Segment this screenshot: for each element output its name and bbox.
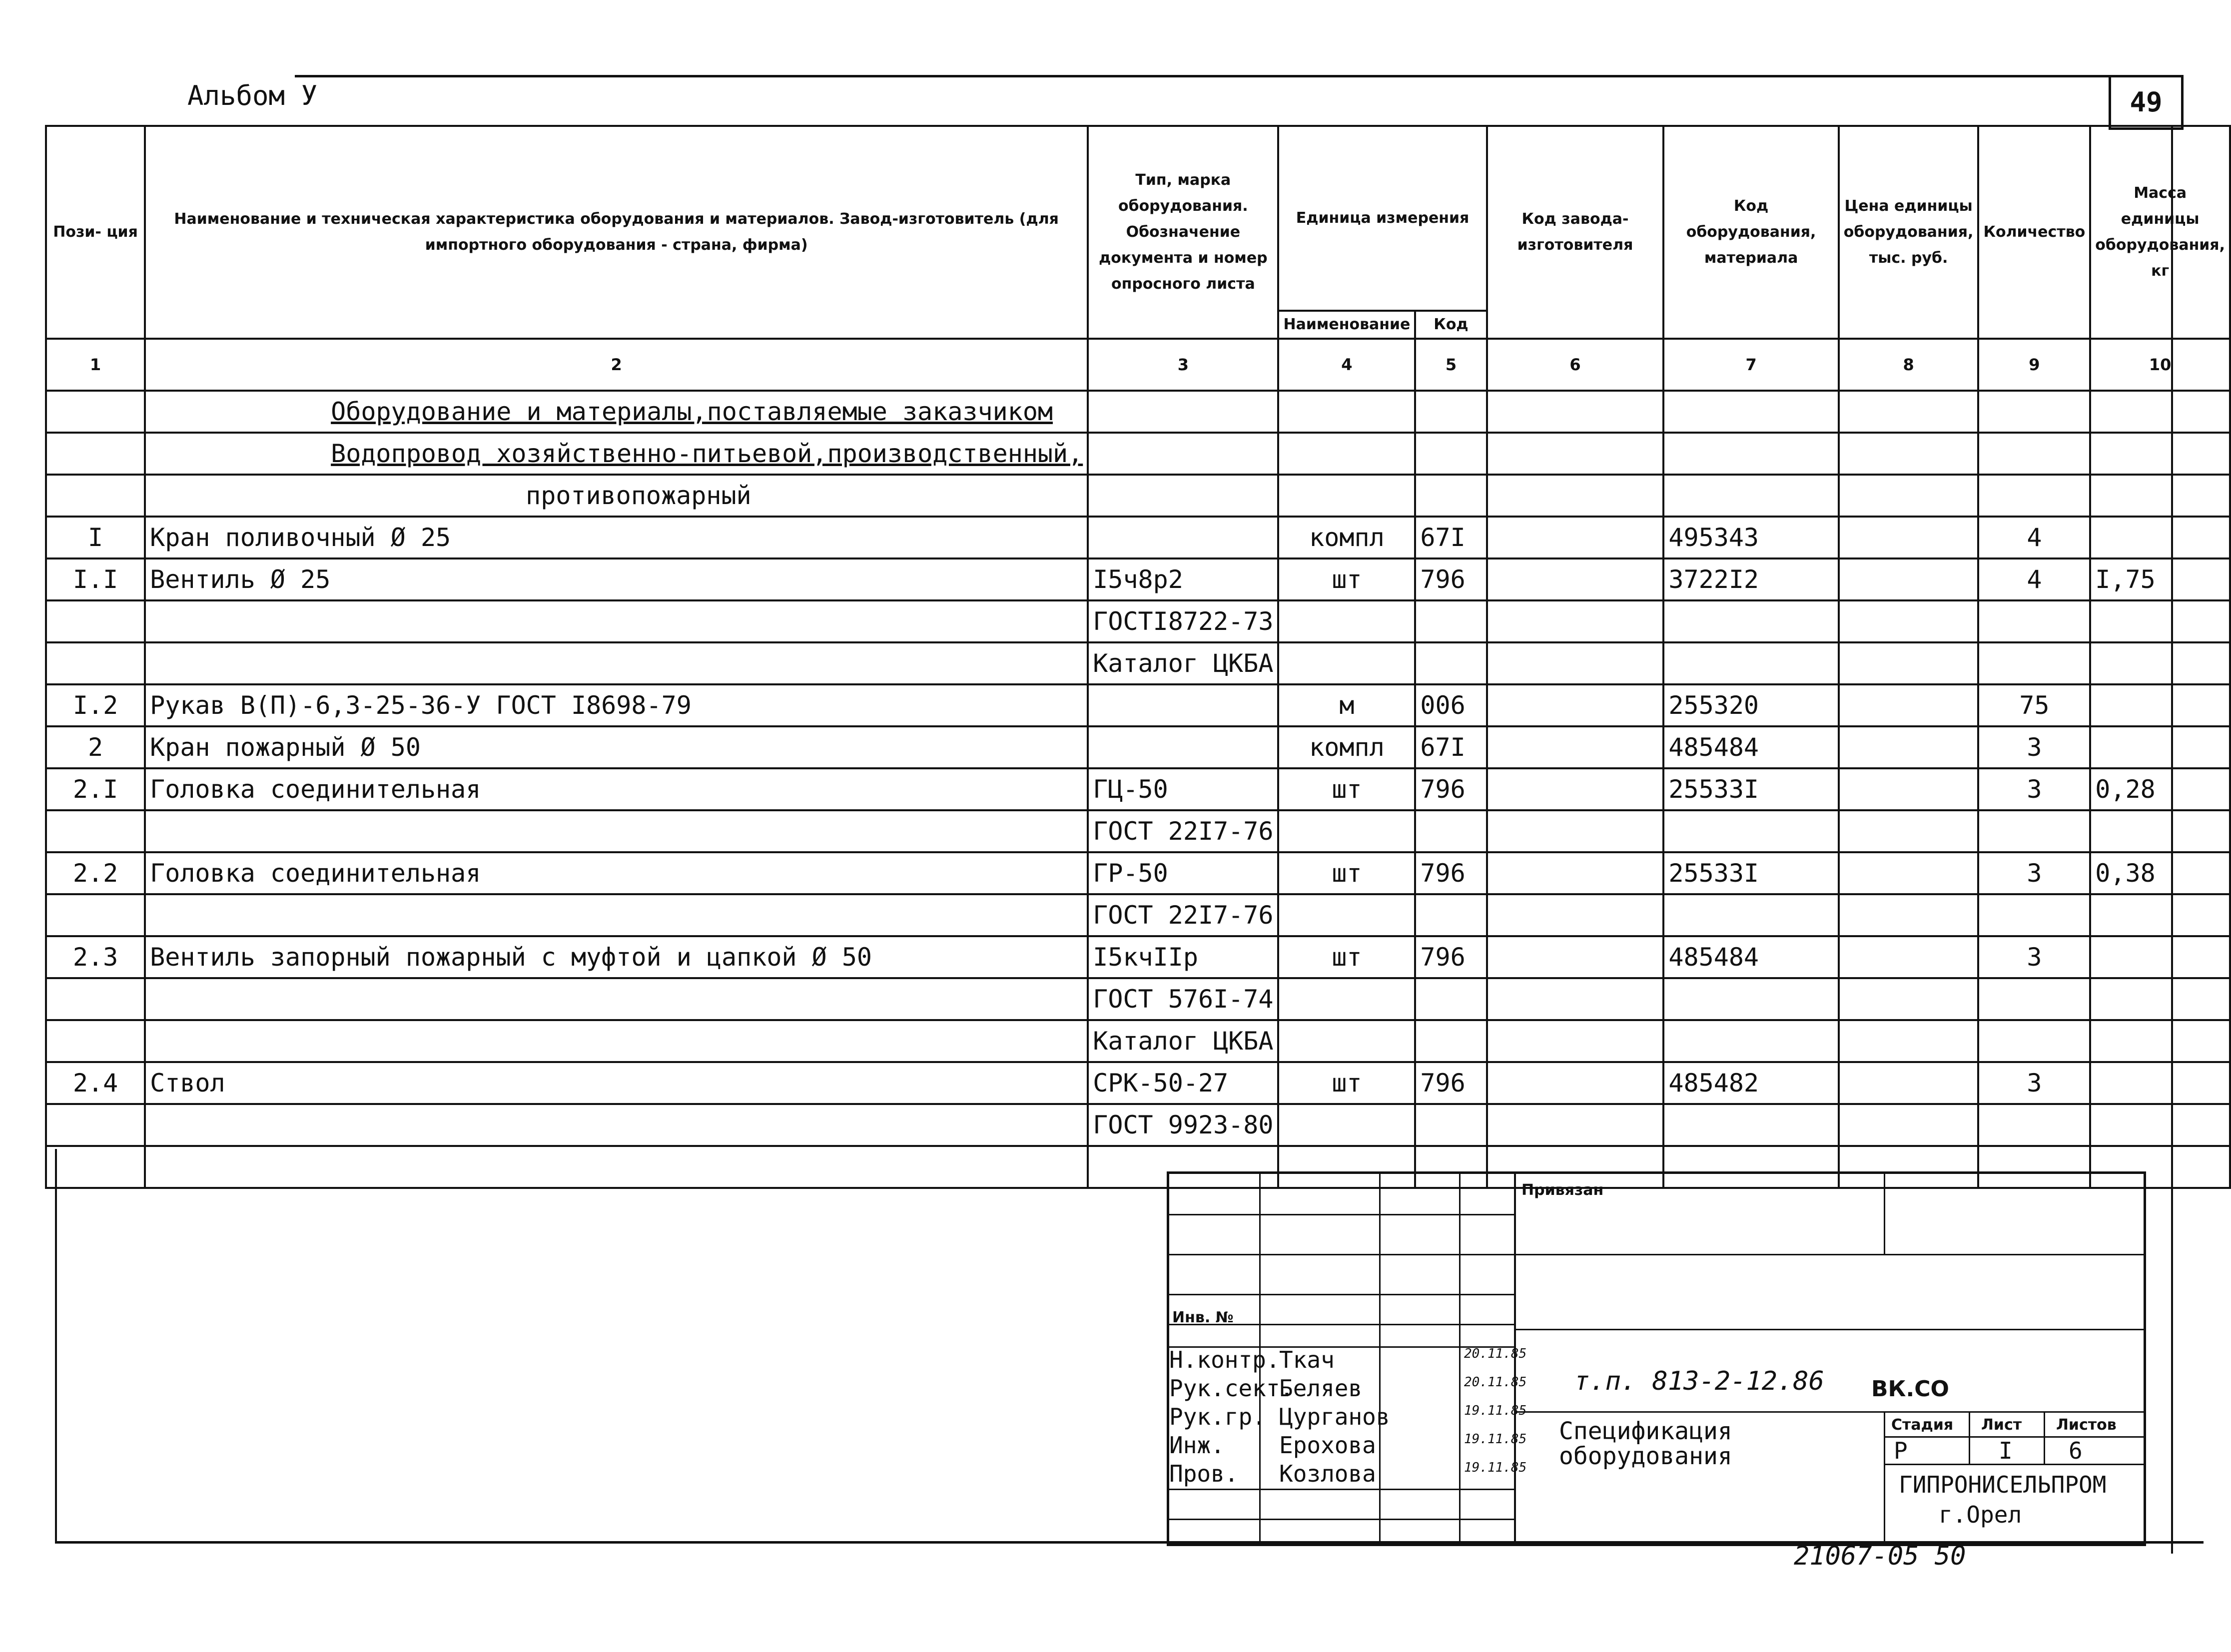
row-quantity: 4 [1978, 517, 2090, 558]
signature-date: 19.11.85 [1464, 1460, 1527, 1475]
column-number: 1 [46, 339, 145, 391]
row-type [1088, 726, 1278, 768]
row-factory [1487, 1062, 1664, 1104]
row-position: I [46, 517, 145, 558]
row-name [145, 642, 1088, 684]
row-type: I5ч8р2 [1088, 558, 1278, 600]
row-position [46, 1020, 145, 1062]
table-row [46, 1020, 2230, 1062]
row-unit: шт [1278, 936, 1415, 978]
row-unit [1278, 810, 1415, 852]
table-row [46, 1062, 2230, 1104]
row-quantity: 3 [1978, 768, 2090, 810]
doc-number: т.п. 813-2-12.86 [1574, 1366, 1824, 1396]
row-position [46, 810, 145, 852]
row-factory [1487, 517, 1664, 558]
row-quantity [1978, 642, 2090, 684]
row-position: 2.I [46, 768, 145, 810]
row-quantity [1978, 810, 2090, 852]
row-unit-code: 796 [1415, 1062, 1487, 1104]
row-name [145, 810, 1088, 852]
row-name: Вентиль Ø 25 [145, 558, 1088, 600]
row-mass [2090, 1020, 2230, 1062]
row-mass [2090, 936, 2230, 978]
row-equip-code [1663, 1020, 1838, 1062]
row-factory [1487, 684, 1664, 726]
header-pos: Пози- ция [46, 126, 145, 339]
row-name [145, 600, 1088, 642]
section-subtitle-2: противопожарный [145, 475, 1088, 517]
row-quantity: 3 [1978, 1062, 2090, 1104]
row-position: 2.2 [46, 852, 145, 894]
row-unit-code [1415, 810, 1487, 852]
header-mass: Масса единицы оборудования, кг [2090, 126, 2230, 339]
row-quantity [1978, 600, 2090, 642]
row-mass: 0,28 [2090, 768, 2230, 810]
row-equip-code: 495343 [1663, 517, 1838, 558]
signature-date: 19.11.85 [1464, 1403, 1527, 1418]
row-unit-code: 796 [1415, 558, 1487, 600]
row-quantity [1978, 1020, 2090, 1062]
header-type: Тип, марка оборудования. Обозначение документа и номер опросного листа [1088, 126, 1278, 339]
row-quantity [1978, 894, 2090, 936]
row-name [145, 1020, 1088, 1062]
row-unit-code: 006 [1415, 684, 1487, 726]
row-mass: 0,38 [2090, 852, 2230, 894]
signature-date: 20.11.85 [1464, 1375, 1527, 1390]
row-factory [1487, 558, 1664, 600]
row-type: ГОСТ 22I7-76 [1088, 894, 1278, 936]
row-factory [1487, 894, 1664, 936]
row-unit: м [1278, 684, 1415, 726]
row-type: ГР-50 [1088, 852, 1278, 894]
row-equip-code [1663, 894, 1838, 936]
table-row [46, 852, 2230, 894]
signer-role: Пров. [1169, 1460, 1239, 1487]
row-equip-code [1663, 810, 1838, 852]
row-type: Каталог ЦКБА [1088, 1020, 1278, 1062]
org-city: г.Орел [1939, 1501, 2022, 1528]
row-name: Ствол [145, 1062, 1088, 1104]
page-number: 49 [2109, 75, 2184, 130]
row-equip-code: 255320 [1663, 684, 1838, 726]
row-factory [1487, 936, 1664, 978]
row-type: ГОСТ 22I7-76 [1088, 810, 1278, 852]
column-number: 8 [1839, 339, 1979, 391]
row-factory [1487, 852, 1664, 894]
table-row [46, 768, 2230, 810]
row-quantity [1978, 1104, 2090, 1146]
row-type: ГОСТI8722-73 [1088, 600, 1278, 642]
column-number: 10 [2090, 339, 2230, 391]
row-equip-code: 25533I [1663, 768, 1838, 810]
section-subtitle: Водопровод хозяйственно-питьевой,производственный, [145, 433, 1088, 475]
table-row [46, 726, 2230, 768]
row-type: ГОСТ 576I-74 [1088, 978, 1278, 1020]
table-row [46, 517, 2230, 558]
signature-date: 20.11.85 [1464, 1346, 1527, 1361]
row-factory [1487, 1020, 1664, 1062]
row-equip-code [1663, 978, 1838, 1020]
section-title: Оборудование и материалы,поставляемые заказчиком [145, 391, 1088, 433]
table-row [46, 1104, 2230, 1146]
row-type: ГЦ-50 [1088, 768, 1278, 810]
row-price [1839, 558, 1979, 600]
row-mass [2090, 1062, 2230, 1104]
row-type: Каталог ЦКБА [1088, 642, 1278, 684]
row-unit-code [1415, 894, 1487, 936]
row-equip-code [1663, 642, 1838, 684]
row-unit-code [1415, 1020, 1487, 1062]
row-price [1839, 600, 1979, 642]
table-row [46, 978, 2230, 1020]
table-row [46, 558, 2230, 600]
row-mass [2090, 978, 2230, 1020]
row-unit [1278, 978, 1415, 1020]
signer-role: Рук.гр. [1169, 1403, 1266, 1430]
org-name: ГИПРОНИСЕЛЬПРОМ [1899, 1471, 2107, 1498]
row-equip-code: 485484 [1663, 726, 1838, 768]
row-price [1839, 978, 1979, 1020]
signer-name: Козлова [1279, 1460, 1376, 1487]
row-factory [1487, 600, 1664, 642]
row-unit [1278, 600, 1415, 642]
linked-label: Привязан [1521, 1181, 1604, 1199]
doc-title: Спецификация оборудования [1559, 1417, 1732, 1470]
column-number: 3 [1088, 339, 1278, 391]
row-equip-code: 3722I2 [1663, 558, 1838, 600]
row-factory [1487, 978, 1664, 1020]
row-unit: шт [1278, 558, 1415, 600]
row-price [1839, 936, 1979, 978]
row-name: Кран пожарный Ø 50 [145, 726, 1088, 768]
signer-role: Рук.сект. [1169, 1375, 1294, 1402]
row-unit-code: 796 [1415, 852, 1487, 894]
row-unit [1278, 894, 1415, 936]
row-position: 2.3 [46, 936, 145, 978]
row-price [1839, 1020, 1979, 1062]
row-price [1839, 1062, 1979, 1104]
column-number: 2 [145, 339, 1088, 391]
inv-label: Инв. № [1172, 1309, 1234, 1326]
row-name: Головка соединительная [145, 768, 1088, 810]
row-type: СРК-50-27 [1088, 1062, 1278, 1104]
table-row [46, 684, 2230, 726]
column-number: 7 [1663, 339, 1838, 391]
row-position [46, 1104, 145, 1146]
row-unit-code [1415, 600, 1487, 642]
signer-name: Цурганов [1279, 1403, 1390, 1430]
row-name [145, 1104, 1088, 1146]
table-row [46, 642, 2230, 684]
row-name: Кран поливочный Ø 25 [145, 517, 1088, 558]
row-unit-code [1415, 1104, 1487, 1146]
signer-role: Н.контр. [1169, 1346, 1280, 1373]
row-type: I5кчIIр [1088, 936, 1278, 978]
signer-role: Инж. [1169, 1432, 1225, 1459]
left-border [55, 1149, 57, 1541]
signature-date: 19.11.85 [1464, 1432, 1527, 1447]
row-unit-code [1415, 978, 1487, 1020]
row-position: 2 [46, 726, 145, 768]
row-name [145, 978, 1088, 1020]
row-price [1839, 684, 1979, 726]
header-qty: Количество [1978, 126, 2090, 339]
row-factory [1487, 642, 1664, 684]
row-equip-code: 485484 [1663, 936, 1838, 978]
top-border [295, 75, 2179, 77]
row-mass [2090, 810, 2230, 852]
row-unit-code: 67I [1415, 726, 1487, 768]
row-quantity [1978, 978, 2090, 1020]
title-block [1167, 1171, 2146, 1546]
row-unit: компл [1278, 726, 1415, 768]
table-row [46, 936, 2230, 978]
row-mass [2090, 1104, 2230, 1146]
stage-label: Стадия [1891, 1416, 1954, 1434]
signer-name: Ерохова [1279, 1432, 1376, 1459]
table-row [46, 600, 2230, 642]
row-quantity: 75 [1978, 684, 2090, 726]
row-position [46, 600, 145, 642]
header-unit: Единица измерения [1278, 126, 1487, 311]
row-unit: шт [1278, 852, 1415, 894]
row-mass [2090, 894, 2230, 936]
row-factory [1487, 768, 1664, 810]
row-type: ГОСТ 9923-80 [1088, 1104, 1278, 1146]
row-price [1839, 726, 1979, 768]
row-name: Вентиль запорный пожарный с муфтой и цапкой Ø 50 [145, 936, 1088, 978]
row-quantity: 3 [1978, 852, 2090, 894]
album-label: Альбом У [187, 80, 318, 111]
sheet-label: Лист [1981, 1416, 2022, 1434]
table-row [46, 810, 2230, 852]
row-mass [2090, 684, 2230, 726]
specification-table [45, 125, 2231, 1189]
row-name: Рукав В(П)-6,3-25-36-У ГОСТ I8698-79 [145, 684, 1088, 726]
signer-name: Ткач [1279, 1346, 1335, 1373]
row-name [145, 1146, 1088, 1188]
column-number: 4 [1278, 339, 1415, 391]
row-unit: компл [1278, 517, 1415, 558]
row-position [46, 894, 145, 936]
header-price: Цена единицы оборудования, тыс. руб. [1839, 126, 1979, 339]
row-unit [1278, 642, 1415, 684]
row-unit-code: 67I [1415, 517, 1487, 558]
row-unit-code [1415, 642, 1487, 684]
column-number: 9 [1978, 339, 2090, 391]
row-unit-code: 796 [1415, 768, 1487, 810]
sheets-value: 6 [2069, 1437, 2083, 1464]
header-name: Наименование и техническая характеристика оборудования и материалов. Завод-изготовитель (для импортного оборудования - страна, фирма) [145, 126, 1088, 339]
row-unit [1278, 1104, 1415, 1146]
row-equip-code: 485482 [1663, 1062, 1838, 1104]
column-number: 5 [1415, 339, 1487, 391]
row-price [1839, 517, 1979, 558]
row-price [1839, 810, 1979, 852]
header-equip-code: Код оборудования, материала [1663, 126, 1838, 339]
signer-name: Беляев [1279, 1375, 1363, 1402]
row-type [1088, 517, 1278, 558]
archive-number: 21067-05 50 [1794, 1541, 1966, 1571]
row-mass [2090, 517, 2230, 558]
row-equip-code [1663, 600, 1838, 642]
row-position: I.2 [46, 684, 145, 726]
row-price [1839, 1104, 1979, 1146]
row-unit: шт [1278, 1062, 1415, 1104]
row-equip-code: 25533I [1663, 852, 1838, 894]
row-quantity: 4 [1978, 558, 2090, 600]
signature-grid [1169, 1174, 1527, 1544]
row-unit [1278, 1020, 1415, 1062]
sheets-label: Листов [2056, 1416, 2117, 1434]
row-position: I.I [46, 558, 145, 600]
row-name: Головка соединительная [145, 852, 1088, 894]
row-quantity: 3 [1978, 726, 2090, 768]
column-number: 6 [1487, 339, 1664, 391]
row-unit-code: 796 [1415, 936, 1487, 978]
row-unit: шт [1278, 768, 1415, 810]
stage-value: Р [1894, 1437, 1908, 1464]
header-unit-code: Код [1415, 311, 1487, 339]
row-equip-code [1663, 1104, 1838, 1146]
header-factory: Код завода-изготовителя [1487, 126, 1664, 339]
row-position [46, 1146, 145, 1188]
row-price [1839, 642, 1979, 684]
row-mass: I,75 [2090, 558, 2230, 600]
row-position [46, 642, 145, 684]
row-factory [1487, 810, 1664, 852]
row-position: 2.4 [46, 1062, 145, 1104]
row-price [1839, 768, 1979, 810]
row-type [1088, 684, 1278, 726]
row-position [46, 978, 145, 1020]
doc-code: ВК.СО [1871, 1376, 1949, 1402]
row-name [145, 894, 1088, 936]
row-mass [2090, 600, 2230, 642]
row-factory [1487, 1104, 1664, 1146]
row-price [1839, 852, 1979, 894]
table-row [46, 894, 2230, 936]
header-unit-name: Наименование [1278, 311, 1415, 339]
row-mass [2090, 642, 2230, 684]
row-price [1839, 894, 1979, 936]
sheet-value: I [1999, 1437, 2013, 1464]
row-factory [1487, 726, 1664, 768]
row-quantity: 3 [1978, 936, 2090, 978]
row-mass [2090, 726, 2230, 768]
